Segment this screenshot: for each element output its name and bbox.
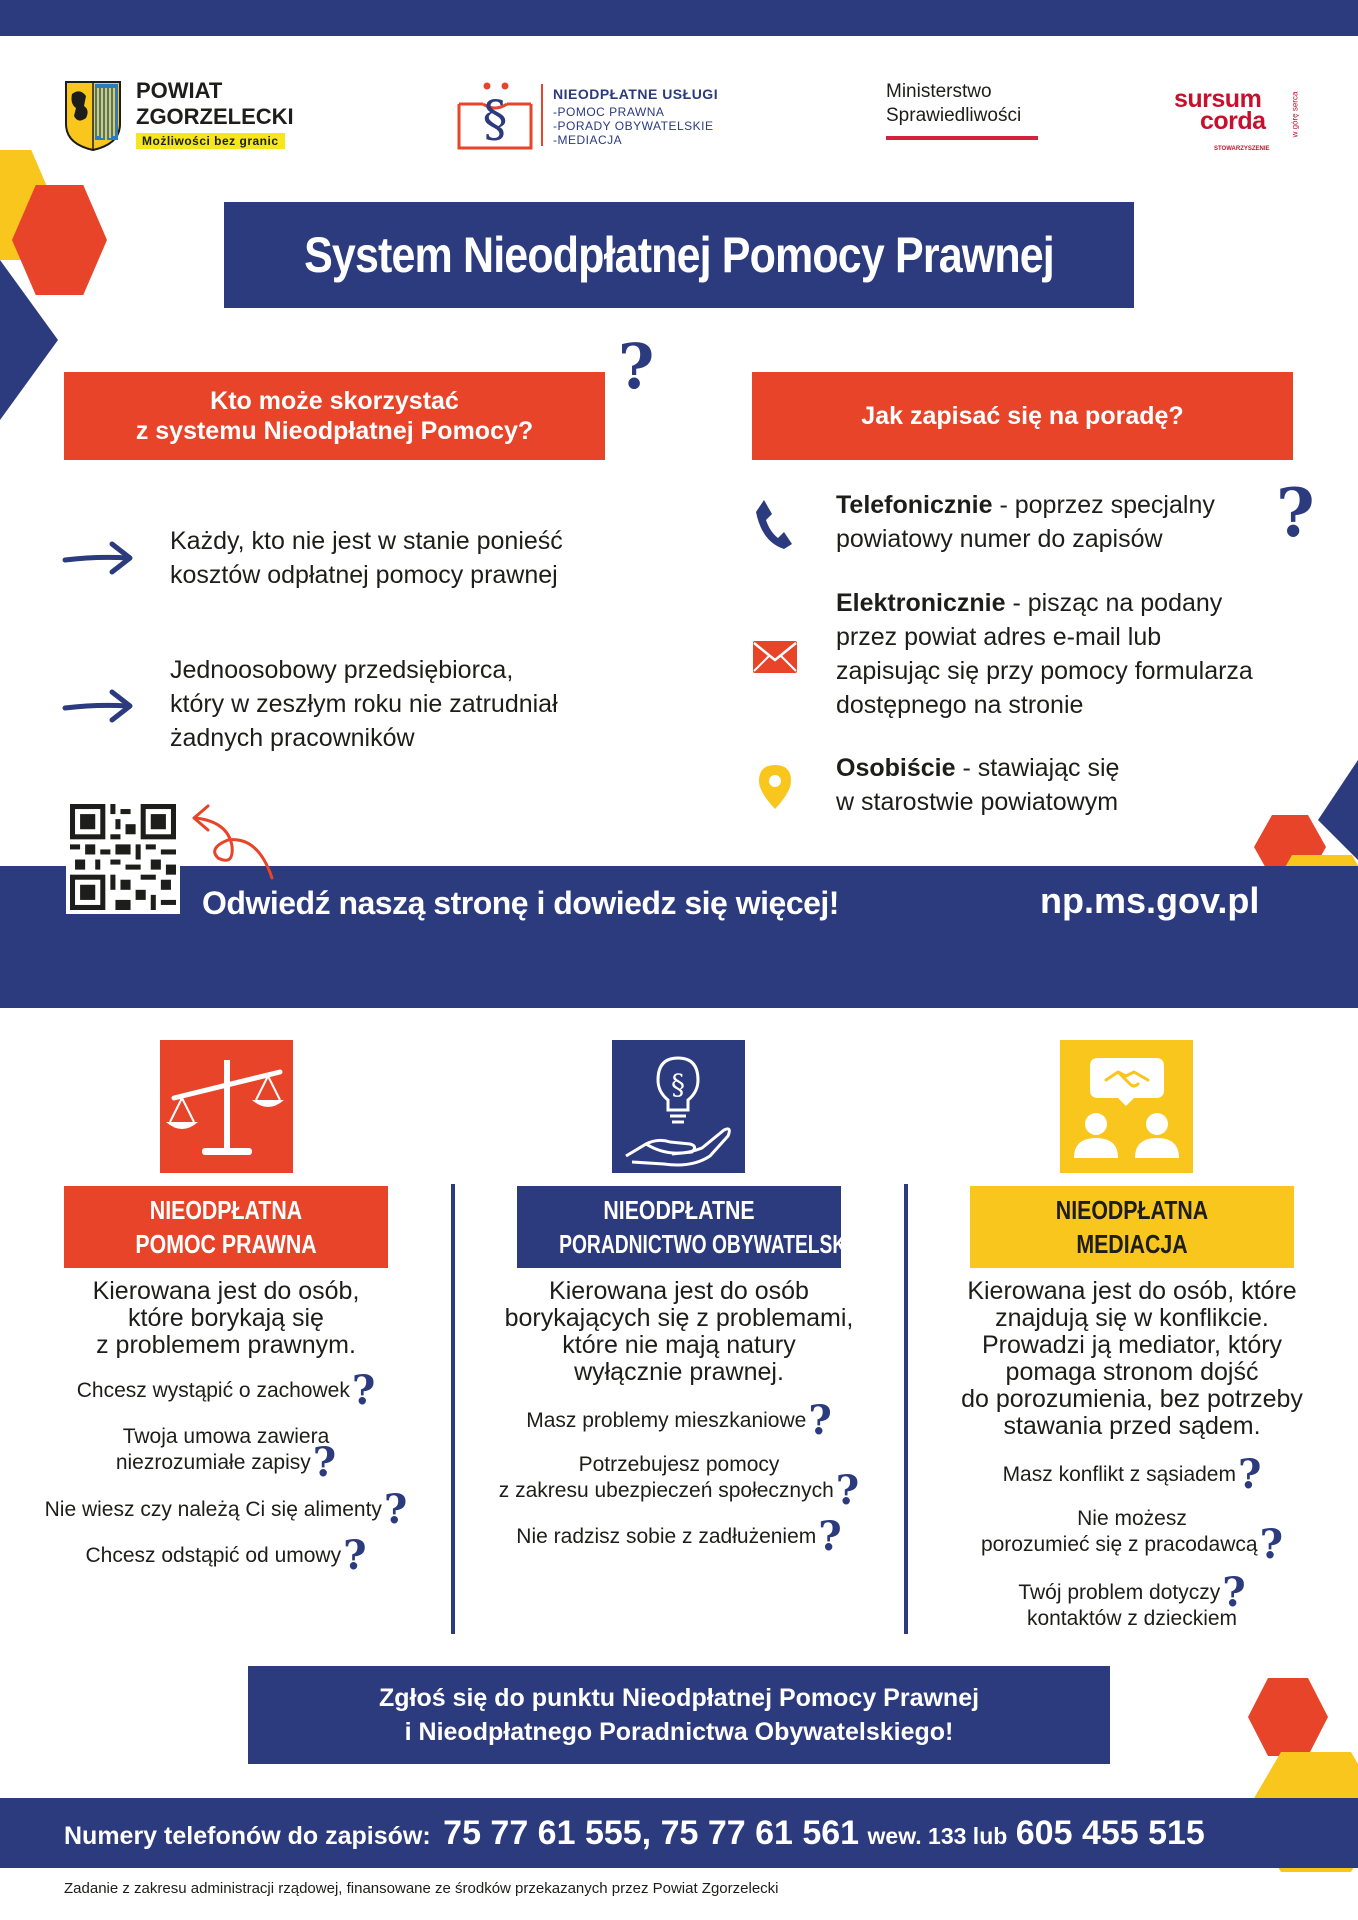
arrow-right-icon [62, 686, 136, 726]
cta-line2: i Nieodpłatnego Poradnictwa Obywatelskiego! [404, 1718, 954, 1746]
col3-desc-line: Kierowana jest do osób, które [967, 1277, 1297, 1305]
location-pin-icon [758, 764, 792, 810]
who-item-1-line: kosztów odpłatnej pomocy prawnej [170, 561, 558, 589]
question-mark-icon: ? [312, 1439, 337, 1487]
sursum-corda-logo [1172, 86, 1302, 158]
col1-title-line1: NIEODPŁATNA [149, 1195, 303, 1225]
col3-desc-line: pomaga stronom dojść [1005, 1358, 1259, 1386]
how-email-line: dostępnego na stronie [836, 691, 1084, 719]
who-heading-line1: Kto może skorzystać [210, 387, 459, 415]
question-text: kontaktów z dzieckiem [1026, 1607, 1238, 1631]
col3-title-box [970, 1186, 1294, 1268]
powiat-crest-icon [64, 80, 122, 152]
who-item-2-line: Jednoosobowy przedsiębiorca, [170, 656, 514, 684]
question-text: Twój problem dotyczy [1018, 1581, 1221, 1604]
col1-question-3 [40, 1486, 412, 1534]
how-email-line: przez powiat adres e-mail lub [836, 623, 1162, 651]
envelope-icon [752, 640, 798, 674]
col3-description [946, 1278, 1318, 1440]
qr-code-icon [70, 804, 176, 910]
ministry-line2: Sprawiedliwości [886, 105, 1022, 126]
who-item-1 [170, 524, 590, 592]
phones-ext: wew. 133 lub [867, 1823, 1008, 1849]
how-phone-bold: Telefonicznie [836, 491, 993, 519]
col3-desc-line: do porozumienia, bez potrzeby [961, 1385, 1303, 1413]
sursum-side: w górę serca [1290, 91, 1300, 138]
nup-title: NIEODPŁATNE USŁUGI [553, 86, 719, 102]
question-text: Potrzebujesz pomocy [578, 1453, 780, 1476]
sursum-org: STOWARZYSZENIE [1214, 146, 1270, 152]
svg-text:§: § [671, 1068, 685, 1101]
question-mark-icon: ? [818, 1513, 842, 1561]
title-banner [224, 202, 1134, 308]
arrow-right-icon [62, 538, 136, 578]
ministry-logo [886, 80, 1046, 152]
deco-hexagon-red-bottom [1248, 1678, 1328, 1756]
cta-banner [248, 1666, 1110, 1764]
scales-of-justice-icon [160, 1040, 293, 1173]
how-person-rest: - stawiając się [955, 754, 1120, 782]
col2-title-line1: NIEODPŁATNE [603, 1195, 755, 1225]
col2-desc-line: borykających się z problemami, [504, 1304, 854, 1332]
how-person-line2: w starostwie powiatowym [836, 788, 1119, 816]
nup-divider [541, 84, 543, 146]
question-text: Twoja umowa zawiera [122, 1425, 330, 1448]
question-text-line [493, 1467, 865, 1515]
nup-item: -MEDIACJA [553, 133, 623, 147]
ministry-flag [886, 136, 1038, 140]
question-text: Masz problemy mieszkaniowe [526, 1409, 807, 1432]
question-mark-icon: ? [343, 1532, 367, 1580]
sursum-line2: corda [1200, 107, 1266, 135]
col2-title-line2: PORADNICTWO OBYWATELSKIE [559, 1229, 865, 1259]
col2-question-2 [493, 1452, 865, 1515]
mediation-icon-box [1060, 1040, 1193, 1173]
question-text: Nie możesz [1077, 1507, 1187, 1530]
col3-desc-line: znajdują się w konflikcie. [995, 1304, 1269, 1332]
lightbulb-hand-icon [612, 1040, 745, 1173]
col1-desc-line: Kierowana jest do osób, [92, 1277, 360, 1305]
question-text: Nie radzisz sobie z zadłużeniem [516, 1525, 817, 1548]
question-text: niezrozumiałe zapisy [115, 1451, 311, 1474]
col1-desc-line: które borykają się [128, 1304, 324, 1332]
col3-title-line1: NIEODPŁATNA [1055, 1195, 1209, 1225]
who-item-2 [170, 653, 590, 755]
who-item-1-line: Każdy, kto nie jest w stanie ponieść [170, 527, 563, 555]
question-mark-icon: ? [808, 1397, 832, 1445]
powiat-name-line2: ZGORZELECKI [136, 104, 294, 129]
how-heading-box [752, 372, 1293, 460]
cta-line1: Zgłoś się do punktu Nieodpłatnej Pomocy Prawnej [378, 1684, 980, 1712]
question-mark-icon: ? [1222, 1569, 1246, 1617]
phone-icon [754, 498, 794, 550]
col3-question-2 [946, 1506, 1318, 1569]
col1-question-1 [40, 1367, 412, 1415]
who-heading-box [64, 372, 605, 460]
col2-question-3 [493, 1513, 865, 1561]
nup-logo [455, 78, 755, 158]
scales-icon-box [160, 1040, 293, 1173]
phones-mobile: 605 455 515 [1015, 1814, 1205, 1852]
col1-description [40, 1278, 412, 1359]
question-mark-icon: ? [618, 330, 655, 403]
col2-desc-line: wyłącznie prawnej. [574, 1358, 784, 1386]
col3-desc-line: stawania przed sądem. [1003, 1412, 1261, 1440]
col3-desc-line: Prowadzi ją mediator, który [981, 1331, 1283, 1359]
page-title: System Nieodpłatnej Pomocy Prawnej [304, 227, 1054, 283]
col1-question-2 [40, 1424, 412, 1487]
visit-url[interactable]: np.ms.gov.pl [1040, 880, 1260, 921]
how-email-line1 [836, 586, 1296, 620]
how-email-rest: - pisząc na podany [1005, 589, 1223, 617]
phones-line [64, 1798, 1205, 1868]
col3-title-line2: MEDIACJA [1076, 1229, 1188, 1259]
powiat-name-line1: POWIAT [136, 78, 223, 103]
phones-numbers: 75 77 61 555, 75 77 61 561 [443, 1814, 860, 1852]
question-text: Chcesz wystąpić o zachowek [76, 1379, 350, 1402]
question-text: Nie wiesz czy należą Ci się alimenty [44, 1498, 382, 1521]
col1-title-line2: POMOC PRAWNA [135, 1229, 317, 1259]
who-item-2-line: który w zeszłym roku nie zatrudniał [170, 690, 558, 718]
col2-question-1 [493, 1397, 865, 1445]
how-phone-line1 [836, 488, 1276, 522]
column-divider [451, 1184, 455, 1634]
question-mark-icon: ? [383, 1486, 408, 1534]
how-person-line1 [836, 751, 1276, 785]
question-text: Chcesz odstąpić od umowy [85, 1544, 342, 1567]
how-person [836, 751, 1276, 819]
paragraph-book-icon [455, 78, 535, 152]
col2-description [493, 1278, 865, 1386]
phones-label: Numery telefonów do zapisów: [64, 1822, 431, 1850]
how-person-bold: Osobiście [836, 754, 956, 782]
nup-item: -PORADY OBYWATELSKIE [553, 119, 714, 133]
visit-text: Odwiedź naszą stronę i dowiedz się więcej! [202, 885, 839, 921]
curved-arrow-icon [188, 800, 288, 890]
question-mark-icon: ? [351, 1367, 376, 1415]
how-phone [836, 488, 1276, 556]
sursum-line1: sursum [1174, 85, 1262, 113]
question-mark-icon: ? [1276, 474, 1315, 552]
question-text: z zakresu ubezpieczeń społecznych [498, 1479, 834, 1502]
ministry-line1: Ministerstwo [886, 81, 992, 102]
col3-question-3 [946, 1569, 1318, 1632]
how-email [836, 586, 1296, 722]
col2-desc-line: Kierowana jest do osób [549, 1277, 809, 1305]
question-text-line [946, 1569, 1318, 1617]
col1-desc-line: z problemem prawnym. [96, 1331, 356, 1359]
col2-desc-line: które nie mają natury [562, 1331, 796, 1359]
question-mark-icon: ? [1259, 1521, 1284, 1569]
col1-question-4 [40, 1532, 412, 1580]
how-phone-rest: - poprzez specjalny [992, 491, 1215, 519]
how-phone-line2: powiatowy numer do zapisów [836, 525, 1163, 553]
question-text-line [40, 1439, 412, 1487]
col2-title-box [517, 1186, 865, 1268]
col3-question-1 [946, 1451, 1318, 1499]
qr-code[interactable] [66, 800, 180, 914]
svg-text:§: § [482, 90, 508, 148]
col1-title-box [64, 1186, 388, 1268]
question-mark-icon: ? [1237, 1451, 1262, 1499]
how-heading: Jak zapisać się na poradę? [861, 402, 1184, 430]
nup-item: -POMOC PRAWNA [553, 105, 665, 119]
question-text: porozumieć się z pracodawcą [980, 1533, 1258, 1556]
who-item-2-line: żadnych pracowników [170, 724, 415, 752]
who-heading-line2: z systemu Nieodpłatnej Pomocy? [135, 417, 534, 445]
powiat-tagline: Możliwości bez granic [136, 133, 285, 149]
footer-note: Zadanie z zakresu administracji rządowej, finansowane ze środków przekazanych przez Powiat Zgorzelecki [64, 1880, 779, 1897]
powiat-logo [64, 78, 324, 158]
mediation-people-icon [1060, 1040, 1193, 1173]
column-divider [904, 1184, 908, 1634]
how-email-line: zapisując się przy pomocy formularza [836, 657, 1253, 685]
top-bar [0, 0, 1358, 36]
how-email-bold: Elektronicznie [836, 589, 1006, 617]
question-mark-icon: ? [835, 1467, 860, 1515]
question-text: Masz konflikt z sąsiadem [1002, 1463, 1236, 1486]
question-text-line [946, 1521, 1318, 1569]
bulb-icon-box [612, 1040, 745, 1173]
